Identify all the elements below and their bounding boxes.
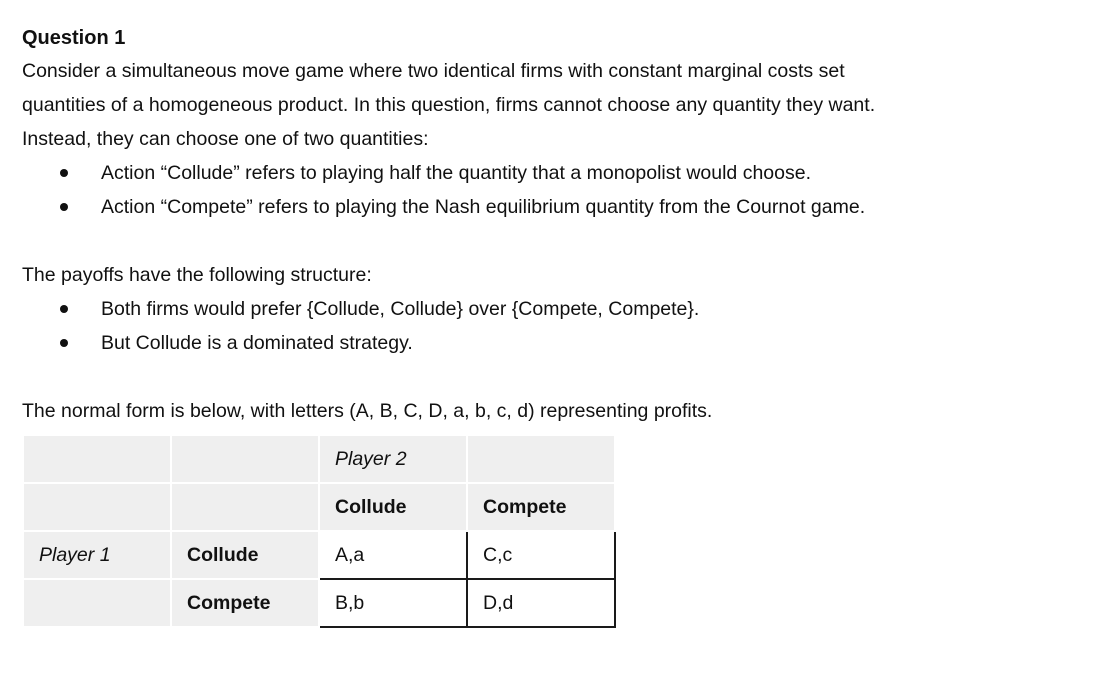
- empty-cell: [171, 435, 319, 483]
- intro-line-3: Instead, they can choose one of two quantities:: [22, 128, 429, 150]
- row-header-compete: Compete: [171, 579, 319, 627]
- col-header-compete: Compete: [467, 483, 615, 531]
- intro-line-2: quantities of a homogeneous product. In this question, firms cannot choose any quantity they want.: [22, 94, 876, 116]
- empty-cell: [23, 483, 171, 531]
- payoff-cell-compete-compete: D,d: [467, 579, 615, 627]
- document-body: [22, 22, 1102, 428]
- list-item: [22, 292, 1102, 326]
- payoff-cell-collude-compete: C,c: [467, 531, 615, 579]
- list-item: [22, 190, 1102, 224]
- row-header-collude: Collude: [171, 531, 319, 579]
- payoffs-intro: The payoffs have the following structure:: [22, 264, 372, 286]
- question-title: Question 1: [22, 27, 126, 49]
- table-row: [23, 483, 615, 531]
- bullet-icon: [60, 169, 68, 177]
- player1-label: Player 1: [23, 531, 171, 579]
- empty-cell: [467, 435, 615, 483]
- list-item: [22, 156, 1102, 190]
- actions-list: [22, 156, 1102, 224]
- normal-form-table: [22, 434, 616, 628]
- bullet-icon: [60, 203, 68, 211]
- list-item: [22, 326, 1102, 360]
- col-header-collude: Collude: [319, 483, 467, 531]
- bullet-icon: [60, 305, 68, 313]
- payoff-cell-collude-collude: A,a: [319, 531, 467, 579]
- table-row: [23, 435, 615, 483]
- player2-label: Player 2: [319, 435, 467, 483]
- action-compete-text: Action “Compete” refers to playing the Nash equilibrium quantity from the Cournot game.: [101, 196, 866, 218]
- table-row: [23, 531, 615, 579]
- empty-cell: [23, 579, 171, 627]
- normal-form-intro: The normal form is below, with letters (A, B, C, D, a, b, c, d) representing profits.: [22, 400, 713, 422]
- payoff-points-list: [22, 292, 1102, 360]
- payoff-point-2: But Collude is a dominated strategy.: [101, 332, 413, 354]
- bullet-icon: [60, 339, 68, 347]
- payoff-cell-compete-collude: B,b: [319, 579, 467, 627]
- table-row: [23, 579, 615, 627]
- payoff-point-1: Both firms would prefer {Collude, Collude} over {Compete, Compete}.: [101, 298, 700, 320]
- intro-line-1: Consider a simultaneous move game where two identical firms with constant marginal costs set: [22, 60, 845, 82]
- empty-cell: [23, 435, 171, 483]
- action-collude-text: Action “Collude” refers to playing half the quantity that a monopolist would choose.: [101, 162, 811, 184]
- empty-cell: [171, 483, 319, 531]
